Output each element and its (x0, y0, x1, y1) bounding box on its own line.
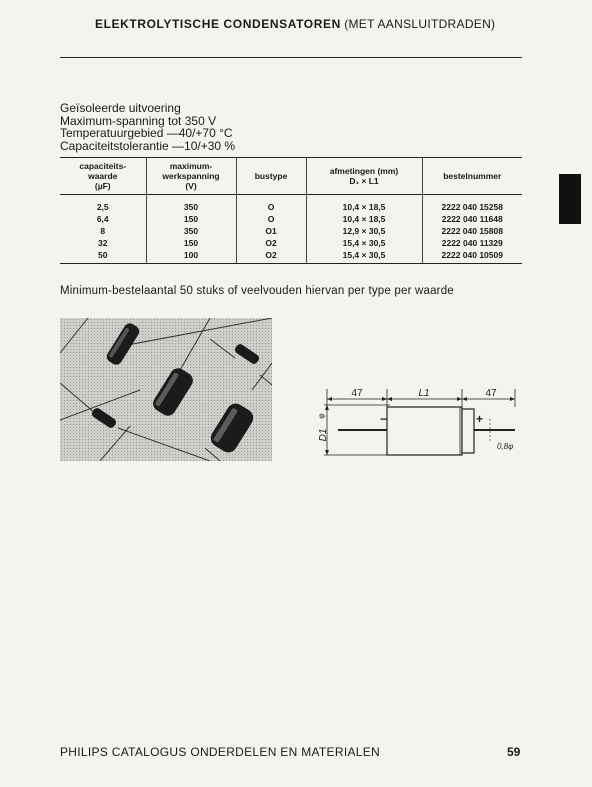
header-case-type: bustype (236, 158, 306, 195)
table-row (60, 213, 522, 225)
capacitor-table (60, 157, 522, 264)
cell-order-number: 2222 040 15258 (422, 195, 522, 214)
page-title-rest: (MET AANSLUITDRADEN) (344, 17, 496, 31)
cell-case-type: O (236, 195, 306, 214)
page-title-bold: ELEKTROLYTISCHE CONDENSATOREN (95, 17, 341, 31)
capacitor-small-top-left (105, 321, 142, 367)
page-title (95, 17, 535, 31)
header-dimensions: afmetingen (mm) D₁ × L1 (306, 158, 422, 195)
cell-capacity: 2,5 (96, 202, 109, 212)
page-number: 59 (507, 745, 521, 759)
capacitor-outline (338, 407, 515, 455)
table-row (60, 249, 522, 264)
cell-capacity: 50 (60, 249, 146, 264)
cell-case-type: O (236, 213, 306, 225)
cell-dimensions: 10,4 × 18,5 (306, 213, 422, 225)
specifications-block (60, 102, 235, 152)
capacitors-photo (60, 318, 272, 461)
spec-line: Geïsoleerde uitvoering (60, 101, 181, 115)
minus-symbol: − (380, 412, 388, 426)
cell-case-type: O1 (236, 225, 306, 237)
body-length-label: L1 (418, 388, 430, 399)
footer-catalog-title: PHILIPS CATALOGUS ONDERDELEN EN MATERIALEN (60, 745, 380, 759)
cell-voltage: 100 (146, 249, 236, 264)
spec-line: Temperatuurgebied —40/+70 °C (60, 126, 233, 140)
diameter-label: D1 (318, 428, 329, 442)
capacitor-large-bottom-right (207, 400, 256, 456)
spec-line: Capaciteitstolerantie —10/+30 % (60, 138, 236, 153)
cell-dimensions: 15,4 × 30,5 (306, 237, 422, 249)
cell-capacity: 8 (100, 226, 106, 236)
plus-symbol: + (476, 412, 484, 426)
cell-voltage: 350 (146, 195, 236, 214)
cell-voltage: 150 (146, 213, 236, 225)
header-voltage: maximum- werkspanning (V) (146, 158, 236, 195)
cell-order-number: 2222 040 10509 (422, 249, 522, 264)
side-index-tab (559, 174, 581, 224)
wire-diameter-label: 0,8φ (497, 442, 514, 451)
table-header-row (60, 158, 522, 195)
minimum-order-note: Minimum-bestelaantal 50 stuks of veelvouden hiervan per type per waarde (60, 285, 454, 297)
lead-length-left-label: 47 (351, 388, 363, 399)
header-capacity: capaciteits- waarde (µF) (60, 158, 146, 195)
cell-capacity: 32 (98, 238, 108, 248)
cell-voltage: 150 (146, 237, 236, 249)
cell-capacity: 6,4 (96, 214, 109, 224)
table-row (60, 237, 522, 249)
capacitor-tiny-left (90, 407, 117, 430)
header-order-number: bestelnummer (422, 158, 522, 195)
diameter-phi-symbol: φ (317, 413, 326, 419)
cell-dimensions: 12,9 × 30,5 (306, 225, 422, 237)
cell-case-type: O2 (236, 237, 306, 249)
table-row (60, 195, 522, 214)
table-row (60, 225, 522, 237)
cell-order-number: 2222 040 15808 (422, 225, 522, 237)
header-rule (60, 57, 522, 58)
spec-line: Maximum-spanning tot 350 V (60, 113, 217, 128)
cell-order-number: 2222 040 11648 (422, 213, 522, 225)
cell-voltage: 350 (146, 225, 236, 237)
cell-dimensions: 15,4 × 30,5 (306, 249, 422, 264)
cell-dimensions: 10,4 × 18,5 (306, 195, 422, 214)
capacitor-tiny-right (233, 343, 260, 366)
dimension-drawing (310, 385, 525, 470)
capacitor-medium-center (150, 365, 196, 418)
cell-case-type: O2 (236, 249, 306, 264)
lead-length-right-label: 47 (485, 388, 497, 399)
cell-order-number: 2222 040 11329 (422, 237, 522, 249)
